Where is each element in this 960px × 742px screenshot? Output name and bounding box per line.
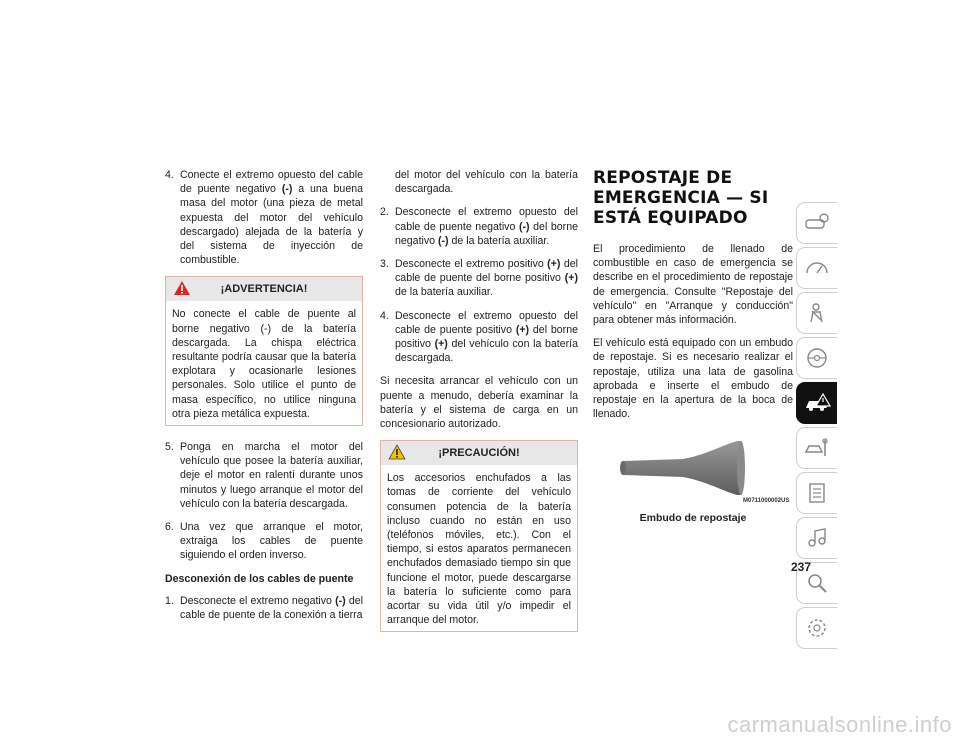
column-right [593,168,793,430]
step-4 [165,168,363,267]
emergency-car-icon [803,392,831,414]
paragraph: El vehículo está equipado con un embudo de repostaje. Si es necesario realizar el repostaje, utiliza una lata de gasolina aprobada e inserte el embudo de repostaje en la apertura de la boca de llenado. [593,337,793,421]
step-6 [165,520,363,563]
caution-title: ¡PRECAUCIÓN! [438,447,520,460]
disconnect-step-1 [165,594,363,622]
music-notes-icon [804,527,830,549]
tab-in-case-of-emergency[interactable] [796,382,837,424]
terminal-symbol: (-) [335,594,346,607]
step-number: 5. [165,441,174,454]
disconnect-step-2 [380,205,578,248]
step-number: 1. [165,594,174,607]
caution-triangle-icon [388,444,406,464]
step-text [180,168,363,267]
tab-safety[interactable] [796,292,837,334]
step-5 [165,440,363,511]
warning-box [165,276,363,426]
figure-caption: Embudo de repostaje [639,512,747,524]
step-number: 4. [165,169,174,181]
assistance-icon [804,617,830,639]
text-run: del borne positivo [395,323,578,351]
magnifier-icon [804,572,830,594]
warning-title: ¡ADVERTENCIA! [220,283,308,296]
disconnect-step-3 [380,257,578,300]
tab-servicing-maintenance[interactable] [796,427,837,469]
text-run: del borne negativo [395,220,578,247]
text-run: Desconecte el extremo opuesto del cable de puente negativo [395,206,578,233]
car-wrench-icon [804,437,830,459]
page-number: 237 [791,560,812,574]
step-text [180,594,363,622]
step-number: 4. [380,309,389,322]
chapter-tabs [796,202,840,652]
car-key-icon [804,212,830,234]
tab-customer-assistance[interactable] [796,607,837,649]
seatbelt-icon [804,302,830,324]
figure-code: M0711000002US [743,498,790,504]
checklist-icon [804,482,830,504]
terminal-symbol: (-) [518,220,530,233]
terminal-symbol: (-) [281,183,293,196]
step-text: Una vez que arranque el motor, extraiga los cables de puente siguiendo el orden inverso. [180,521,363,562]
text-run: del cable de puente del borne positivo [395,258,578,285]
warning-triangle-icon [173,280,191,300]
terminal-symbol: (+) [564,272,578,285]
paragraph: El procedimiento de llenado de combustible en caso de emergencia se describe en el procedimiento de repostaje de emergencia. Consulte "Repostaje del vehículo" en "Arranque y conducción" para obtener más información. [593,243,793,327]
tab-starting-operating[interactable] [796,337,837,379]
paragraph: Si necesita arrancar el vehículo con un puente a menudo, debería examinar la batería y el sistema de carga en un concesionario autorizado. [380,375,578,431]
caution-body: Los accesorios enchufados a las tomas de corriente del vehículo consumen potencia de la batería incluso cuando no están en uso (teléfonos móviles, etc.). Con el tiempo, si estos aparatos permanecen enchufados demasiado tiempo sin que funcione el motor, puede descargarse la batería lo suficiente como para acortar su vida útil y/o impedir el arranque del motor. [387,472,571,627]
step-text [395,205,578,248]
text-run: Conecte el extremo opuesto del cable de puente negativo [180,169,363,196]
terminal-symbol: (+) [515,323,530,336]
text-run: Desconecte el extremo opuesto del cable de puente positivo [395,309,578,336]
watermark: carmanualsonline.info [727,712,952,737]
text-run: Desconecte el extremo positivo [395,258,548,271]
text-run: Desconecte el extremo negativo [180,594,336,607]
caution-header [381,441,577,465]
terminal-symbol: (-) [438,234,449,247]
section-heading: REPOSTAJE DE EMERGENCIA — SI ESTÁ EQUIPADO [593,168,769,228]
step-number: 2. [380,206,389,219]
tab-getting-to-know-vehicle[interactable] [796,202,837,244]
column-left [165,168,363,631]
tab-instrument-panel[interactable] [796,247,837,289]
caution-box [380,440,578,632]
step-text [395,309,578,366]
step-text [395,257,578,300]
terminal-symbol: (+) [547,258,561,271]
dashboard-icon [804,257,830,279]
text-run: a una buena masa del motor (una pieza de metal expuesta del motor del vehículo descargado) alejada de la batería y del sistema de inyección de combustible. [180,183,363,267]
column-middle [380,168,578,646]
text-run: de la batería auxiliar. [448,234,550,247]
step-continuation: del motor del vehículo con la batería descargada. [395,169,578,196]
text-run: del vehículo con la batería descargada. [395,338,578,365]
warning-header [166,277,362,301]
step-text: Ponga en marcha el motor del vehículo que posee la batería auxiliar, deje el motor en ralentí durante unos minutos y luego arranque el motor del vehículo con la batería descargada. [180,441,363,510]
text-run: del cable de puente de la conexión a tierra [180,594,363,622]
disconnect-step-4 [380,309,578,366]
tab-technical-specifications[interactable] [796,472,837,514]
tab-multimedia[interactable] [796,517,837,559]
text-run: de la batería auxiliar. [395,286,493,299]
terminal-symbol: (+) [434,338,448,351]
subheading: Desconexión de los cables de puente [165,572,354,585]
step-number: 6. [165,521,174,534]
warning-body: No conecte el cable de puente al borne negativo (-) de la batería descargada. La chispa eléctrica resultante podría causar que la batería explotara y ocasionarle lesiones personales. Solo utilice el punto de masa específico, no utilice ninguna otra pieza metálica expuesta. [172,308,356,420]
step-number: 3. [380,258,389,271]
steering-wheel-icon [804,347,830,369]
